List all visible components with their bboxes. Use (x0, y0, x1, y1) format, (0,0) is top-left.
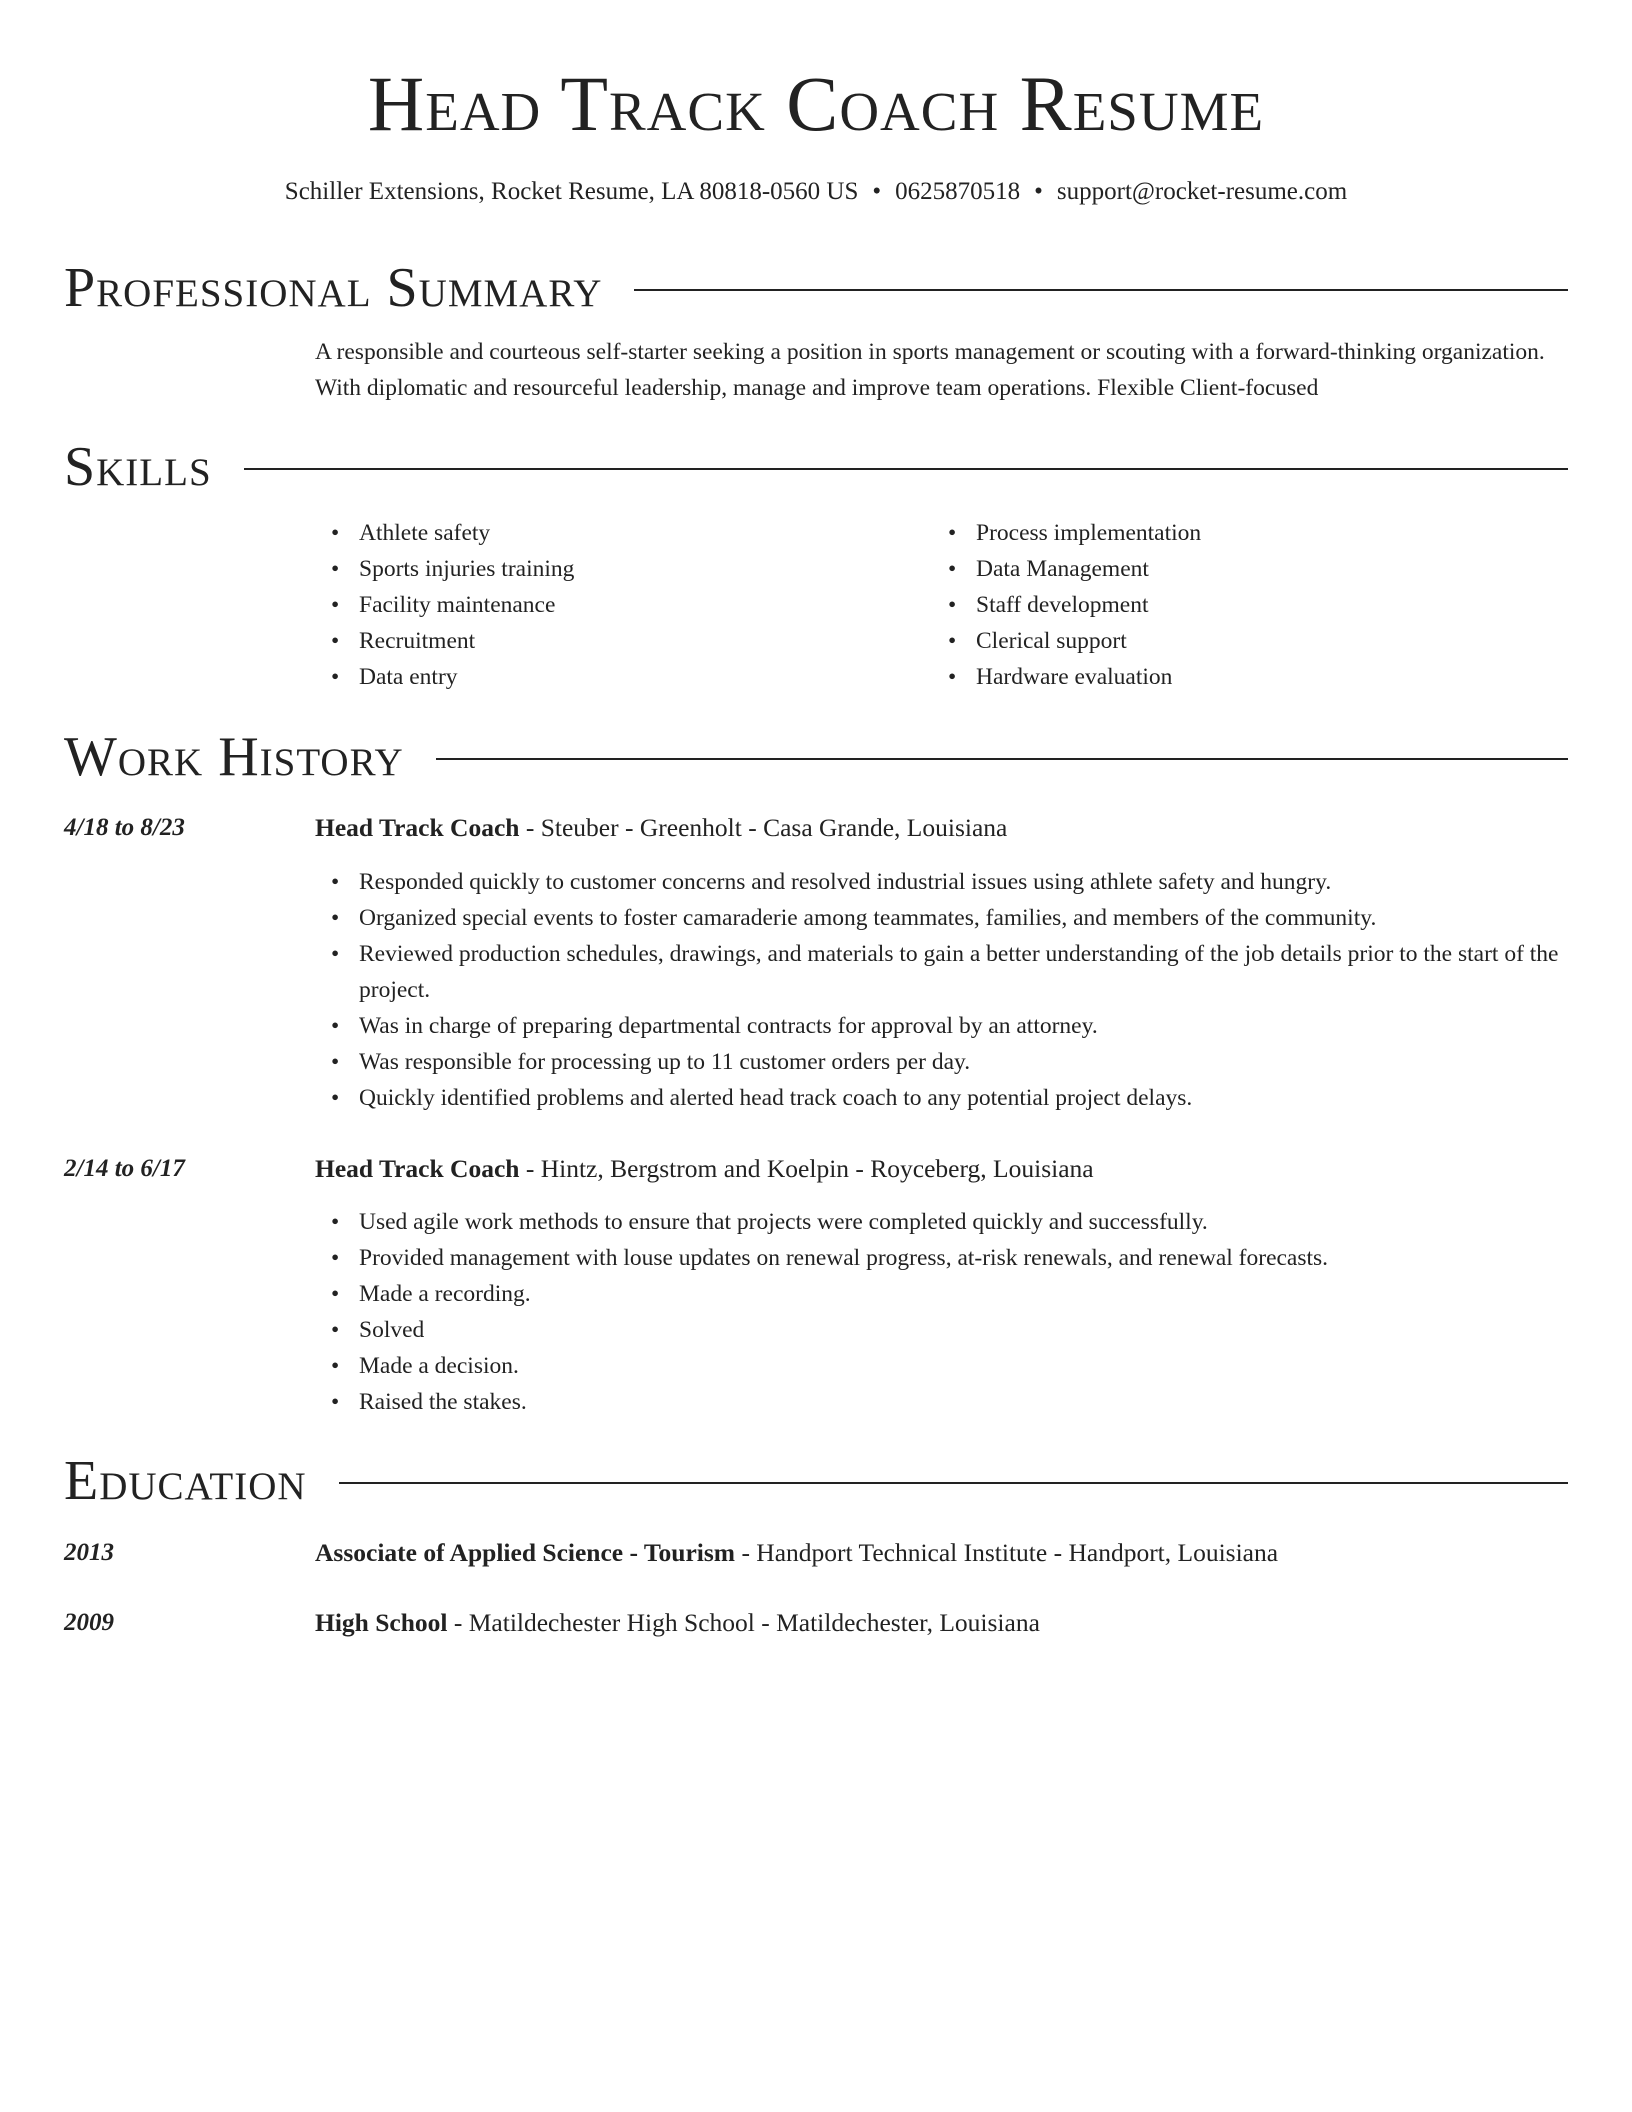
contact-email: support@rocket-resume.com (1056, 178, 1348, 205)
list-item: • Was responsible for processing up to 11 customer orders per day. (315, 1044, 1565, 1080)
list-item: • Athlete safety (315, 515, 915, 551)
contact-address: Schiller Extensions, Rocket Resume, LA 80818-0560 US (284, 178, 859, 205)
skills-section-header (64, 431, 1568, 503)
skills-heading: Skills (64, 436, 212, 498)
list-item: • Organized special events to foster camaraderie among teammates, families, and members of the community. (315, 900, 1565, 936)
list-item: • Made a recording. (315, 1276, 1565, 1312)
page-title: Head Track Coach Resume (367, 60, 1265, 147)
education-school: - Matildechester High School - Matildechester, Louisiana (447, 1608, 1040, 1637)
list-item: • Clerical support (932, 623, 1532, 659)
work-section-header (64, 721, 1568, 793)
education-year: 2009 (64, 1609, 114, 1636)
job-title: Head Track Coach (315, 1154, 520, 1183)
job-dates: 4/18 to 8/23 (64, 814, 185, 841)
list-item: • Data entry (315, 659, 915, 695)
job-title-line (315, 808, 1565, 848)
list-item: • Recruitment (315, 623, 915, 659)
list-item: • Data Management (932, 551, 1532, 587)
summary-heading: Professional Summary (64, 257, 603, 319)
skills-list-right (932, 515, 1532, 695)
list-item: • Responded quickly to customer concerns and resolved industrial issues using athlete safety and hungry. (315, 864, 1565, 900)
section-divider (244, 468, 1568, 470)
list-item: • Facility maintenance (315, 587, 915, 623)
list-item: • Made a decision. (315, 1348, 1565, 1384)
contact-line (64, 172, 1568, 212)
list-item: • Provided management with louse updates on renewal progress, at-risk renewals, and renewal forecasts. (315, 1240, 1565, 1276)
education-degree: High School (315, 1608, 448, 1637)
list-item: • Was in charge of preparing departmental contracts for approval by an attorney. (315, 1008, 1565, 1044)
summary-section-header (64, 252, 1568, 324)
job-duties-list (315, 1204, 1565, 1420)
list-item: • Reviewed production schedules, drawings, and materials to gain a better understanding of the job details prior to the start of the project. (315, 936, 1565, 1008)
education-entry (315, 1533, 1565, 1573)
contact-separator: • (872, 178, 882, 205)
list-item: • Sports injuries training (315, 551, 915, 587)
list-item: • Quickly identified problems and alerted head track coach to any potential project delays. (315, 1080, 1565, 1116)
job-employer: - Hintz, Bergstrom and Koelpin - Royceberg, Louisiana (519, 1154, 1094, 1183)
skills-list-left (315, 515, 915, 695)
job-employer: - Steuber - Greenholt - Casa Grande, Louisiana (519, 813, 1008, 842)
education-year: 2013 (64, 1539, 114, 1566)
section-divider (339, 1482, 1568, 1484)
list-item: • Staff development (932, 587, 1532, 623)
work-heading: Work History (64, 726, 404, 788)
contact-separator: • (1034, 178, 1043, 205)
job-title-line (315, 1149, 1565, 1189)
job-title: Head Track Coach (315, 813, 520, 842)
education-entry (315, 1603, 1565, 1643)
section-divider (436, 758, 1568, 760)
section-divider (634, 289, 1568, 291)
job-dates: 2/14 to 6/17 (64, 1155, 185, 1182)
list-item: • Solved (315, 1312, 1565, 1348)
education-degree: Associate of Applied Science - Tourism (315, 1538, 736, 1567)
job-duties-list (315, 864, 1565, 1116)
education-school: - Handport Technical Institute - Handport, Louisiana (735, 1538, 1279, 1567)
list-item: • Used agile work methods to ensure that projects were completed quickly and successfully. (315, 1204, 1565, 1240)
contact-phone: 0625870518 (895, 178, 1021, 205)
education-heading: Education (64, 1450, 307, 1512)
education-section-header (64, 1445, 1568, 1517)
list-item: • Process implementation (932, 515, 1532, 551)
list-item: • Raised the stakes. (315, 1384, 1565, 1420)
list-item: • Hardware evaluation (932, 659, 1532, 695)
summary-text: A responsible and courteous self-starter seeking a position in sports management or scouting with a forward-thinking organization. With diplomatic and resourceful leadership, manage and improve team operations. Flexible Client-focused (315, 339, 1545, 401)
